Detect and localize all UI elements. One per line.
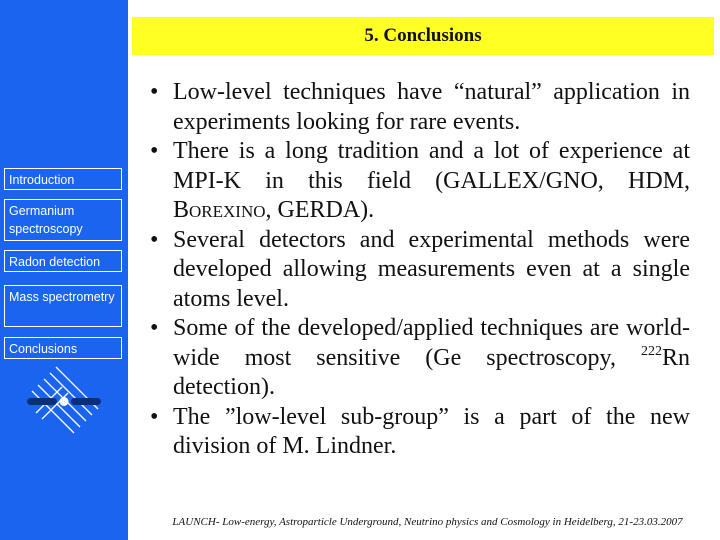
sidebar-item-introduction[interactable]: Introduction — [4, 168, 122, 190]
bullet-text — [173, 137, 690, 226]
sidebar-item-conclusions[interactable]: Conclusions — [4, 337, 122, 359]
bullet-text: The ”low-level sub-group” is a part of the new division of M. Lindner. — [173, 403, 690, 459]
bullet-dot-icon: • — [150, 315, 159, 341]
bullet-text: Low-level techniques have “natural” application in experiments looking for rare events. — [173, 79, 690, 135]
bullet-list — [150, 78, 690, 462]
footer: LAUNCH- Low-energy, Astroparticle Underground, Neutrino physics and Cosmology in Heidelberg, 21-23.03.2007 — [172, 516, 683, 528]
bullet-text — [173, 314, 690, 403]
bullet-dot-icon: • — [150, 79, 159, 105]
sidebar — [0, 0, 128, 540]
bullet-text-part: Rn detection). — [173, 344, 690, 400]
bullet-text-part: , GERDA). — [265, 197, 375, 223]
bullet-dot-icon: • — [150, 403, 159, 430]
bullet-text-part: Some of the developed/applied techniques are world-wide most sensitive (Ge spectroscopy, — [173, 315, 690, 371]
bullet-item — [150, 403, 690, 462]
slide-title: 5. Conclusions — [132, 17, 714, 55]
bullet-item — [150, 226, 690, 315]
bullet-text: Several detectors and experimental methods were developed allowing measurements even at a single atoms level. — [173, 226, 690, 312]
sidebar-item-germanium-spectroscopy[interactable]: Germanium spectroscopy — [4, 199, 122, 241]
isotope-mass-number: 222 — [640, 343, 662, 359]
bullet-dot-icon: • — [150, 226, 159, 253]
sidebar-item-mass-spectrometry[interactable]: Mass spectrometry — [4, 285, 122, 327]
sidebar-item-radon-detection[interactable]: Radon detection — [4, 250, 122, 272]
bullet-text-part: There is a long tradition and a lot of experience at MPI-K in this field (GALLEX/GNO, HDM, — [173, 138, 690, 194]
bullet-item — [150, 314, 690, 403]
bullet-item — [150, 78, 690, 137]
borexino-label: Borexino — [173, 197, 266, 223]
bullet-dot-icon: • — [150, 138, 159, 164]
institute-logo-icon — [24, 365, 104, 435]
bullet-item — [150, 137, 690, 226]
